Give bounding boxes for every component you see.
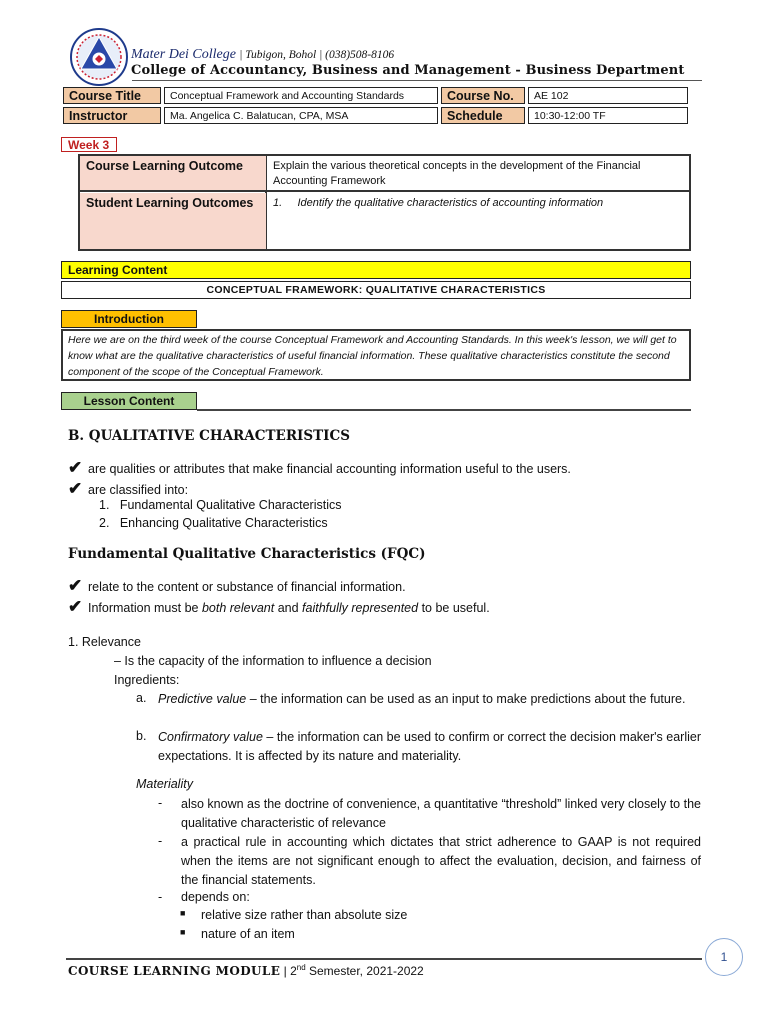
department-title: College of Accountancy, Business and Management - Business Department (131, 63, 685, 78)
emphasis-text: both relevant (201, 601, 275, 615)
bullet-text: to be useful. (418, 601, 490, 615)
list-item: 1. Fundamental Qualitative Characteristics (99, 498, 342, 512)
course-title-value: Conceptual Framework and Accounting Standards (164, 87, 438, 104)
fqc-heading: Fundamental Qualitative Characteristics (FQC) (68, 546, 426, 562)
learning-content-label: Learning Content (61, 261, 691, 279)
checkmark-icon: ✔ (68, 479, 83, 498)
fqc-bullet-2 (68, 597, 490, 617)
term: Confirmatory value (158, 730, 263, 744)
materiality-point-3: depends on: (181, 890, 250, 904)
lesson-divider (197, 409, 691, 411)
relevance-definition: – Is the capacity of the information to influence a decision (114, 654, 432, 668)
checkmark-icon: ✔ (68, 576, 83, 595)
learning-outcomes-box (78, 154, 691, 251)
footer-superscript: nd (296, 963, 306, 972)
sub-item: nature of an item (201, 927, 295, 941)
dash-marker: - (158, 890, 163, 904)
clo-value: Explain the various theoretical concepts in the development of the Financial Accounting Framework (267, 156, 689, 192)
square-bullet-icon: ■ (180, 908, 186, 918)
section-b-bullet-2 (68, 479, 188, 499)
schedule-label: Schedule (441, 107, 525, 124)
footer-divider (66, 958, 702, 960)
instructor-value: Ma. Angelica C. Balatucan, CPA, MSA (164, 107, 438, 124)
fqc-bullet-1 (68, 576, 406, 596)
bullet-text: Information must be (88, 601, 202, 615)
bullet-text: relate to the content or substance of financial information. (88, 580, 406, 594)
slo-value: 1. Identify the qualitative characteristics of accounting information (273, 197, 604, 209)
college-logo (70, 28, 128, 86)
section-b-heading: B. QUALITATIVE CHARACTERISTICS (68, 428, 350, 444)
definition-text: – the information can be used to confirm or correct the decision maker's earlier expectations. It is affected by its nature and materiality. (158, 730, 702, 763)
sub-item: relative size rather than absolute size (201, 908, 408, 922)
lesson-content-label: Lesson Content (61, 392, 197, 410)
introduction-label: Introduction (61, 310, 197, 328)
dash-marker: - (158, 796, 163, 810)
term: Predictive value (158, 692, 247, 706)
confirmatory-value-item (158, 728, 701, 766)
footer (68, 963, 424, 978)
footer-semester: Semester, 2021-2022 (305, 964, 424, 978)
checkmark-icon: ✔ (68, 458, 83, 477)
dash-marker: - (158, 834, 163, 848)
emphasis-text: faithfully represented (302, 601, 419, 615)
checkmark-icon: ✔ (68, 597, 83, 616)
course-info-table (60, 84, 691, 127)
college-name: Mater Dei College (131, 47, 236, 62)
section-b-bullet-1 (68, 458, 571, 478)
slo-label: Student Learning Outcomes (80, 193, 266, 249)
list-marker-a: a. (136, 691, 147, 705)
relevance-heading: 1. Relevance (68, 635, 141, 649)
predictive-value-item (158, 690, 701, 709)
course-title-label: Course Title (63, 87, 161, 104)
page-number: 1 (705, 938, 743, 976)
week-badge: Week 3 (61, 137, 117, 152)
materiality-heading: Materiality (136, 777, 193, 791)
footer-separator: | 2 (280, 964, 297, 978)
list-marker-b: b. (136, 729, 147, 743)
bullet-text: are classified into: (88, 483, 189, 497)
materiality-point-2: a practical rule in accounting which dictates that strict adherence to GAAP is not required when the items are not significant enough to affect the evaluation, decision, and fairness of the financial statements. (181, 835, 701, 887)
definition-text: – the information can be used as an input to make predictions about the future. (246, 692, 686, 706)
introduction-text: Here we are on the third week of the course Conceptual Framework and Accounting Standards. In this week's lesson, we will get to know what are the qualitative characteristics of useful financial information. These qualitative characteristics constitute the second component of the scope of the Conceptual Framework. (61, 329, 691, 381)
college-header-line (131, 46, 394, 63)
list-item: 2. Enhancing Qualitative Characteristics (99, 516, 328, 530)
ingredients-label: Ingredients: (114, 673, 180, 687)
college-contact: | Tubigon, Bohol | (038)508-8106 (239, 49, 395, 61)
square-bullet-icon: ■ (180, 927, 186, 937)
clo-label: Course Learning Outcome (80, 156, 266, 192)
instructor-label: Instructor (63, 107, 161, 124)
bullet-text: and (274, 601, 303, 615)
schedule-value: 10:30-12:00 TF (528, 107, 688, 124)
header-divider (132, 80, 702, 81)
footer-module: COURSE LEARNING MODULE (68, 964, 281, 978)
course-no-value: AE 102 (528, 87, 688, 104)
course-no-label: Course No. (441, 87, 525, 104)
learning-content-title: CONCEPTUAL FRAMEWORK: QUALITATIVE CHARACTERISTICS (61, 281, 691, 299)
bullet-text: are qualities or attributes that make financial accounting information useful to the users. (88, 462, 571, 476)
materiality-point-1: also known as the doctrine of convenience, a quantitative “threshold” linked very closely to the qualitative characteristic of relevance (181, 797, 701, 830)
